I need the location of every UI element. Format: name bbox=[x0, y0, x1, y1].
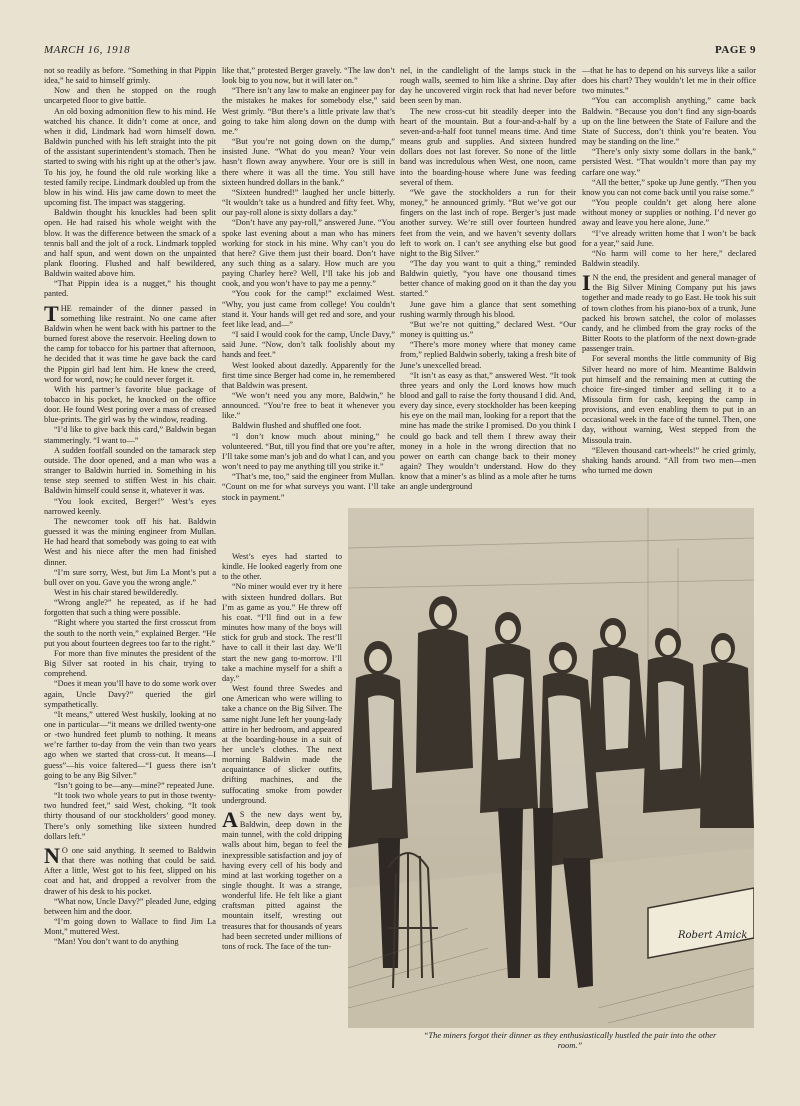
page-header bbox=[44, 44, 756, 60]
paragraph: “There’s only sixty some dollars in the bank,” persisted West. “That wouldn’t more than pay my carfare one way.” bbox=[582, 147, 756, 177]
paragraph: “Man! You don’t want to do anything bbox=[54, 937, 179, 947]
paragraph: With his partner’s favorite blue package of tobacco in his pocket, he knocked on the office door. He found West poring over a mass of creased blue-prints. The girl was by the window, reading. bbox=[44, 384, 216, 425]
text-column-3 bbox=[400, 66, 576, 504]
paragraph: “You people couldn’t get along here alone without money or supplies or nothing. I’d never go away and leave you here alone, June.” bbox=[582, 198, 756, 228]
paragraph: Baldwin thought his knuckles had been split open. He had raised his whole weight with the blow. It was the difference between the smack of a tennis ball and the jolt of a rock. Lindmark toppled and half spun, and went down on the unpainted plank flooring. Flushed and half bewildered, Baldwin waited above him. bbox=[44, 208, 216, 279]
paragraph: West found three Swedes and one American who were willing to take a chance on the Big Silver. The same night June left her young-lady attire in her bedroom, and appeared at the boarding-house in a suit of her uncle’s clothes. The next morning Baldwin made the acquaintance of slicker outfits, drifting machines, and the suffocating smoke from powder underground. bbox=[222, 684, 342, 805]
paragraph: “I’ve already written home that I won’t be back for a year,” said June. bbox=[582, 228, 756, 248]
paragraph: An old boxing admonition flew to his mind. He watched his chance. It didn’t come at once, and when it did, Lindmark had worn himself down. Baldwin punched with his left straight into the pit of the assistant superintendent’s stomach. Then he started to swing with his right up at the other’s jaw. To his joy, he found the old rule working like a tested family recipe. Lindmark doubled up from the blow in his wind. His jaw came down to meet the upcoming fist. The impact was staggering. bbox=[44, 106, 216, 208]
paragraph: “Right where you started the first crosscut from the south to the north vein,” explained Berger. “He put you about fourteen degrees too far to the right.” bbox=[44, 618, 216, 648]
section-start-paragraph: A S the new days went by, Baldwin, deep down in the main tunnel, with the cold dripping walls about him, began to feel the inexpressible satisfaction and joy of having every cell of his body and mind at last working together on a single thought. It was a strange, wonderful life. He felt like a giant craftsman pitted against the mountain itself, wresting out treasures that for thousands of years had been secreted under millions of tons of rock. The face of the tun- bbox=[222, 806, 342, 951]
paragraph: “We won’t need you any more, Baldwin,” he announced. “You’re free to beat it whenever you like.” bbox=[222, 391, 395, 421]
section-start-paragraph: N O one said anything. It seemed to Baldwin that there was nothing that could be said. After a little, West got to his feet, slipped on his coat and hat, and dropped a revolver from the drawer of his desk to his pocket. bbox=[44, 842, 216, 896]
paragraph: “Don’t have any pay-roll,” answered June. “You spoke last evening about a man who has miners working for stock in his mine. Why can’t you do that here? Give them just their board. Don’t have any such thing as a salary. How much are you paying Charley here? Well, I’ll take his job and cook, and you won’t have to pay me a penny.” bbox=[222, 218, 395, 289]
paragraph: “I’d like to give back this card,” Baldwin began stammeringly. “I want to—” bbox=[44, 425, 216, 445]
paragraph: “I’m going down to Wallace to find Jim La Mont,” muttered West. bbox=[44, 916, 216, 937]
paragraph: “It means,” uttered West huskily, looking at no one in particular—“it means we drilled twenty-one or -two hundred feet plumb to nothing. It means we’re farther to-day from the vein than two years ago when we started that cross-cut. It means—I guess”—his voice faltered—“I guess there isn’t going to be any Big Silver.” bbox=[44, 709, 216, 780]
paragraph: “Does it mean you’ll have to do some work over again, Uncle Davy?” queried the girl sympathetically. bbox=[44, 679, 216, 709]
text-column-2-narrow bbox=[222, 552, 342, 1022]
paragraph: “There isn’t any law to make an engineer pay for the mistakes he makes for somebody else,” said West grimly. “But there’s a little private law that’s going to take him along down on the dump with me.” bbox=[222, 86, 395, 136]
drop-cap: A bbox=[222, 806, 238, 832]
miners-illustration bbox=[348, 508, 754, 1028]
text-column-2 bbox=[222, 66, 395, 552]
paragraph: For several months the little community of Big Silver heard no more of him. Meantime Baldwin put himself and the remaining men at cutting the choice fire-singed timber and selling it to a Missoula firm for cash, keeping the camp in provisions, and even enabling them to put in an occasional week in the face of the tunnel. Then, one day, without warning, West stepped from the Missoula train. bbox=[582, 354, 756, 445]
page-number: PAGE 9 bbox=[715, 44, 756, 56]
paragraph: “I don’t know much about mining,” he volunteered. “But, till you find that ore you’re after, I’ll take some man’s job and do what I can, and you won’t need to pay me anything till you strike it.” bbox=[222, 431, 395, 472]
paragraph: “There’s more money where that money came from,” replied Baldwin soberly, taking a fresh bite of June’s unexcelled bread. bbox=[400, 340, 576, 370]
paragraph: “That Pippin idea is a nugget,” his thought panted. bbox=[44, 279, 216, 299]
paragraph: “It isn’t as easy as that,” answered West. “It took three years and only the Lord knows how much blood and gall to raise the forty thousand I did. And, every day since, every stockholder has been keeping his eye on the mail man, looking for a report that the mine has made the strike I promised. Do you think I could go back and tell them I threw away their money in a hole in the wrong direction that no power on earth can change back to their money again? They wouldn’t understand. How do they know that a miner’s as blind as a mole after he turns an angle underground bbox=[400, 370, 576, 492]
paragraph: nel, in the candlelight of the lamps stuck in the rough walls, seemed to him like a shrine. Day after day he uncovered virgin rock that had never before been seen by man. bbox=[400, 66, 576, 106]
paragraph: like that,” protested Berger gravely. “The law don’t look big to you now, but it will later on.” bbox=[222, 66, 395, 86]
paragraph: “That’s me, too,” said the engineer from Mullan. “Count on me for what surveys you want. I’ll take stock in payment.” bbox=[222, 472, 395, 502]
paragraph: The newcomer took off his hat. Baldwin guessed it was the mining engineer from Mullan. He had heard that somebody was going to eat with West and his niece after the men had finished dinner. bbox=[44, 516, 216, 567]
text-column-4 bbox=[582, 66, 756, 504]
paragraph: “What now, Uncle Davy?” pleaded June, edging between him and the door. bbox=[44, 896, 216, 916]
paragraph: not so readily as before. “Something in that Pippin idea,” he said to himself grimly. bbox=[44, 66, 216, 86]
paragraph: “No harm will come to her here,” declared Baldwin steadily. bbox=[582, 248, 756, 268]
paragraph: “All the better,” spoke up June gently. “Then you know you can not come back until you raise some.” bbox=[582, 177, 756, 197]
paragraph: “The day you want to quit a thing,” reminded Baldwin quietly, “you have one thousand times better chance of making good on it than the day you started.” bbox=[400, 258, 576, 299]
paragraph: For more than five minutes the president of the Big Silver sat rooted in his chair, trying to comprehend. bbox=[44, 648, 216, 679]
paragraph: “No miner would ever try it here with sixteen hundred dollars. But I’m as game as you.” He threw off his coat. “I’ll find out in a few minutes how many of the boys will stick for grub and stock. The rest’ll have to call it their last day. We’ll start the new gang to-morrow. I’ll take a machine myself for a shift a day.” bbox=[222, 582, 342, 683]
section-start-paragraph: I N the end, the president and general manager of the Big Silver Mining Company put his jaws together and made ready to go East. He took his suit of town clothes from his piano-box of a trunk, June packed his brown satchel, the color of molasses candy, and he climbed from the gray rocks of the Bitter Roots to the platform of the next down-grade passenger train. bbox=[582, 270, 756, 354]
paragraph: Baldwin flushed and shuffled one foot. bbox=[232, 421, 362, 431]
paragraph: —that he has to depend on his surveys like a sailor does his chart? They wouldn’t let me in their office two minutes.” bbox=[582, 66, 756, 96]
paragraph: “But we’re not quitting,” declared West. “Our money is quitting us.” bbox=[400, 319, 576, 340]
drop-cap: N bbox=[44, 842, 60, 868]
illustration-drawing bbox=[348, 508, 754, 1028]
paragraph: The new cross-cut bit steadily deeper into the heart of the mountain. But a four-and-a-half by a seven-and-a-half foot tunnel means time. And time means grub and supplies. And sixteen hundred dollars does not last forever. So none of the little band was incredulous when West, one noon, came into the boarding-house where June was feeding several of them. bbox=[400, 106, 576, 187]
artist-signature: Robert Amick bbox=[678, 930, 748, 941]
paragraph: “Sixteen hundred!” laughed her uncle bitterly. “It wouldn’t take us a hundred and fifty feet. Why, our pay-roll alone is sixty dollars a day.” bbox=[222, 187, 395, 218]
text-column-1 bbox=[44, 66, 216, 1066]
paragraph: “Wrong angle?” he repeated, as if he had forgotten that such a thing were possible. bbox=[44, 598, 216, 618]
paragraph: A sudden footfall sounded on the tamarack step outside. The door opened, and a man who was a stranger to Baldwin hurried in. Something in his tense step seemed to stiffen West in his chair. Baldwin himself could sense it, whatever it was. bbox=[44, 445, 216, 496]
paragraph: West’s eyes had started to kindle. He looked eagerly from one to the other. bbox=[222, 552, 342, 582]
paragraph: West in his chair stared bewilderedly. bbox=[54, 587, 179, 597]
paragraph: “You cook for the camp!” exclaimed West. “Why, you just came from college! You couldn’t stand it. Your hands will get red and sore, and your feet like lead, and—” bbox=[222, 289, 395, 329]
issue-date: MARCH 16, 1918 bbox=[44, 44, 131, 56]
paragraph: “You can accomplish anything,” came back Baldwin. “Because you don’t find any sign-boards up on the line between the State of Failure and the State of Success, don’t think you’re beaten. You may be standing on the line.” bbox=[582, 96, 756, 147]
paragraph: “Isn’t going to be—any—mine?” repeated June. bbox=[54, 780, 215, 790]
paragraph: “I said I would cook for the camp, Uncle Davy,” said June. “Now, don’t talk foolishly about my hands and feet.” bbox=[222, 330, 395, 360]
paragraph: “You look excited, Berger!” West’s eyes narrowed keenly. bbox=[44, 496, 216, 516]
drop-cap: I bbox=[582, 270, 591, 296]
paragraph: “I’m sure sorry, West, but Jim La Mont’s put a bull over on you. Gave you the wrong angle.” bbox=[44, 567, 216, 587]
paragraph: “We gave the stockholders a run for their money,” he announced grimly. “But we’ve got our fingers on the last inch of rope. Berger’s just made another survey. We’re still over fourteen hundred feet from the vein, and we haven’t seventy dollars left to work on. I can’t see anything else but good night to the Big Silver.” bbox=[400, 187, 576, 258]
paragraph: “It took two whole years to put in those twenty-two hundred feet,” said West, choking. “It took thirty thousand of our stockholders’ good money. There’s only something like sixteen hundred dollars left.” bbox=[44, 791, 216, 841]
drop-cap: T bbox=[44, 300, 59, 326]
paragraph: “But you’re not going down on the dump,” insisted June. “What do you mean? Your vein hasn’t flown away anywhere. Your ore is still in there where it was all the time. You still have sixteen hundred dollars in the bank.” bbox=[222, 137, 395, 187]
illustration-caption: “The miners forgot their dinner as they enthusiastically hustled the pair into the other room.” bbox=[423, 1030, 717, 1050]
paragraph: Now and then he stopped on the rough uncarpeted floor to give battle. bbox=[44, 86, 216, 106]
paragraph: June gave him a glance that sent something rushing warmly through his blood. bbox=[400, 299, 576, 319]
section-start-paragraph: THE remainder of the dinner passed in something like restraint. No one came after Baldwin when he went back with his partner to the burned forest above the reservoir. Heeling down to the camp for tobacco for his partner that afternoon, he decided that it was time he gave back the card the Pippin girl had lent him. He knew the creed, word for word, now; he could never forget it. bbox=[44, 300, 216, 384]
paragraph: West looked about dazedly. Apparently for the first time since Berger had come in, he remembered that Baldwin was present. bbox=[222, 360, 395, 390]
paragraph: “Eleven thousand cart-wheels!” he cried grimly, shaking hands around. “All from two men—men who turned me down bbox=[582, 445, 756, 476]
